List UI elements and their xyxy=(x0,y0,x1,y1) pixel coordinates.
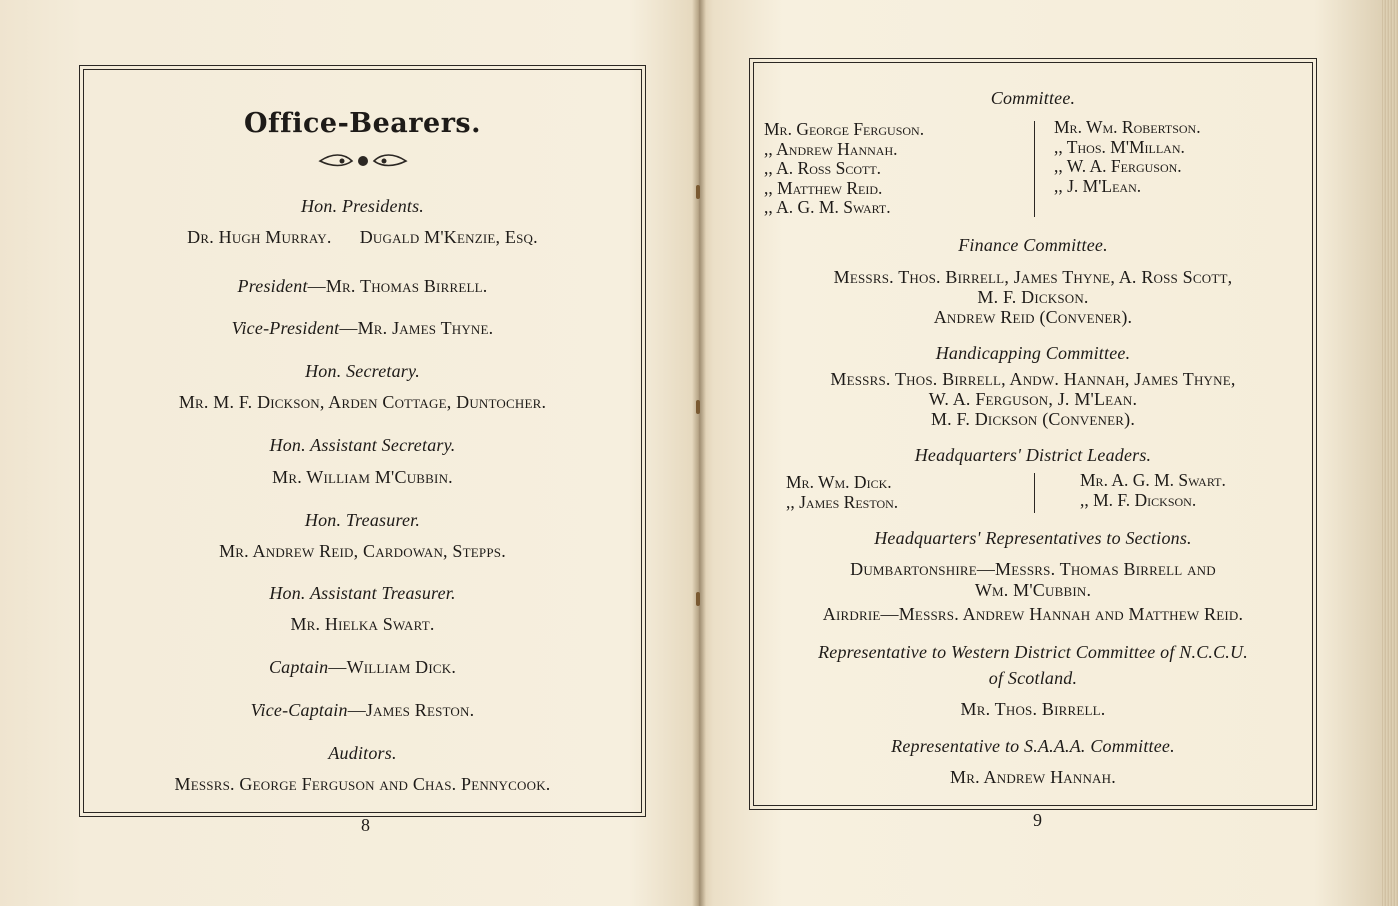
hon-presidents-names: Dr. Hugh Murray. Dugald M'Kenzie, Esq. xyxy=(187,227,538,247)
vice-captain-line xyxy=(84,700,641,721)
vice-captain-label: Vice-Captain xyxy=(250,700,348,720)
page-edges xyxy=(1382,0,1398,906)
list-item: ,, W. A. Ferguson. xyxy=(1054,156,1182,176)
hon-asst-treasurer-value: Mr. Hielka Swart. xyxy=(290,614,435,634)
hon-asst-secretary-label: Hon. Assistant Secretary. xyxy=(269,435,456,455)
vice-captain-value: —James Reston. xyxy=(347,700,475,720)
vice-president-label: Vice-President xyxy=(231,318,340,338)
vice-president-value: —Mr. James Thyne. xyxy=(339,318,494,338)
vice-president-line xyxy=(84,318,641,339)
auditors-value: Messrs. George Ferguson and Chas. Pennycook. xyxy=(174,774,551,794)
saaa-committee-label: Representative to S.A.A.A. Committee. xyxy=(891,736,1175,756)
finance-line: Messrs. Thos. Birrell, James Thyne, A. Ross Scott, xyxy=(833,267,1233,287)
list-item: ,, Thos. M'Millan. xyxy=(1054,136,1185,157)
hon-presidents-label: Hon. Presidents. xyxy=(300,196,425,216)
president-value: —Mr. Thomas Birrell. xyxy=(307,276,488,296)
auditors-label: Auditors. xyxy=(328,743,397,763)
hon-treasurer-value: Mr. Andrew Reid, Cardowan, Stepps. xyxy=(219,541,506,561)
book-spine xyxy=(692,0,706,906)
captain-value: —William Dick. xyxy=(328,657,457,677)
handicapping-committee-label: Handicapping Committee. xyxy=(935,343,1131,363)
page-number-left: 8 xyxy=(361,815,370,835)
binding-stitch xyxy=(696,592,700,606)
hon-asst-secretary-value: Mr. William M'Cubbin. xyxy=(272,467,453,487)
committee-divider xyxy=(1034,121,1035,217)
president-line xyxy=(84,276,641,297)
list-item: Mr. A. G. M. Swart. xyxy=(1080,470,1226,490)
finance-committee-label: Finance Committee. xyxy=(958,235,1108,255)
handicapping-line: Messrs. Thos. Birrell, Andw. Hannah, James Thyne, xyxy=(830,369,1236,389)
reps-sections-line: Dumbartonshire—Messrs. Thomas Birrell and xyxy=(850,559,1216,579)
right-page-inner-border xyxy=(753,62,1313,806)
western-district-label: Representative to Western District Committee of N.C.C.U. xyxy=(818,642,1248,662)
reps-sections-label: Headquarters' Representatives to Sections. xyxy=(874,528,1192,548)
page-number-right: 9 xyxy=(1033,810,1042,830)
reps-sections-line: Airdrie—Messrs. Andrew Hannah and Matthew Reid. xyxy=(822,604,1244,624)
list-item: ,, J. M'Lean. xyxy=(1054,175,1142,196)
list-item: ,, Matthew Reid. xyxy=(764,177,883,198)
hon-secretary-label: Hon. Secretary. xyxy=(305,361,420,381)
list-item: Mr. George Ferguson. xyxy=(764,119,925,139)
hon-asst-treasurer-label: Hon. Assistant Treasurer. xyxy=(269,583,456,603)
list-item: Mr. Wm. Dick. xyxy=(786,472,892,492)
list-item: ,, A. G. M. Swart. xyxy=(764,197,891,217)
finance-line: M. F. Dickson. xyxy=(977,287,1089,307)
list-item: ,, M. F. Dickson. xyxy=(1080,489,1197,510)
list-item: ,, James Reston. xyxy=(786,491,899,512)
district-divider xyxy=(1034,473,1035,513)
left-page-frame xyxy=(79,65,646,817)
ornament-icon xyxy=(84,152,641,175)
right-page-frame xyxy=(749,58,1317,810)
reps-sections-line: Wm. M'Cubbin. xyxy=(974,580,1092,600)
office-bearers-heading: Office-Bearers. xyxy=(243,108,482,139)
handicapping-line: W. A. Ferguson, J. M'Lean. xyxy=(928,389,1138,409)
district-leaders-label: Headquarters' District Leaders. xyxy=(914,445,1152,465)
captain-line xyxy=(84,657,641,678)
binding-stitch xyxy=(696,400,700,414)
list-item: ,, A. Ross Scott. xyxy=(764,158,882,178)
district-right-column xyxy=(1080,471,1226,510)
western-district-value: Mr. Thos. Birrell. xyxy=(960,699,1106,719)
hon-treasurer-label: Hon. Treasurer. xyxy=(304,510,421,530)
list-item: Mr. Wm. Robertson. xyxy=(1054,117,1201,137)
binding-stitch xyxy=(696,185,700,199)
captain-label: Captain xyxy=(268,657,329,677)
handicapping-line: M. F. Dickson (Convener). xyxy=(930,409,1136,429)
president-label: President xyxy=(237,276,308,296)
district-left-column xyxy=(786,473,898,512)
finance-line: Andrew Reid (Convener). xyxy=(933,307,1133,327)
western-district-label-cont: of Scotland. xyxy=(988,668,1078,688)
hon-secretary-value: Mr. M. F. Dickson, Arden Cottage, Duntocher. xyxy=(178,392,547,412)
committee-left-column xyxy=(764,120,924,218)
committee-right-column xyxy=(1054,118,1201,196)
left-page-inner-border xyxy=(83,69,642,813)
list-item: ,, Andrew Hannah. xyxy=(764,138,898,159)
committee-label: Committee. xyxy=(990,88,1076,108)
saaa-committee-value: Mr. Andrew Hannah. xyxy=(950,767,1116,787)
